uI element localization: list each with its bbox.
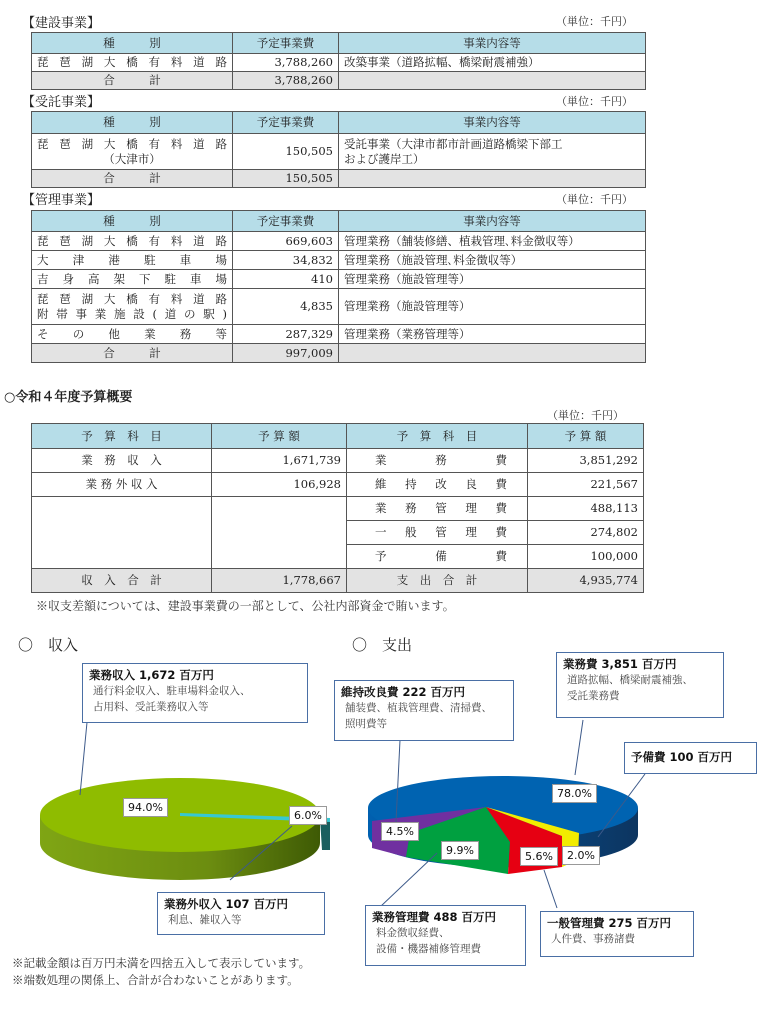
row-name: 琵琶湖大橋有料道路 — [32, 54, 233, 72]
expense-callout: 一般管理費 275 百万円 人件費、事務諸費 — [540, 911, 694, 957]
col-header-type: 種 別 — [32, 112, 233, 134]
total-row: 合 計 997,009 — [32, 344, 646, 363]
expense-pct-label: 5.6% — [520, 847, 558, 866]
col-header-desc: 事業内容等 — [339, 112, 646, 134]
table-row: その他業務等 287,329 管理業務（業務管理等） — [32, 325, 646, 344]
table-row: 業 務 収 入 1,671,739 業務費 3,851,292 — [32, 449, 644, 473]
table-row: 琵琶湖大橋有料道路 附帯事業施設(道の駅) 4,835 管理業務（施設管理等） — [32, 289, 646, 325]
expense-pct-label: 78.0% — [552, 784, 597, 803]
expense-pie — [368, 720, 645, 908]
row-amount: 3,788,260 — [233, 54, 339, 72]
income-callout: 業務外収入 107 百万円 利息、雑収入等 — [157, 892, 325, 935]
income-chart-heading: 〇 収入 — [18, 636, 79, 654]
management-title: 【管理事業】 — [22, 193, 101, 208]
table-row: 吉身高架下駐車場 410 管理業務（施設管理等） — [32, 270, 646, 289]
row-desc: 改築事業（道路拡幅、橋梁耐震補強） — [339, 54, 646, 72]
commissioned-unit: （単位：千円） — [556, 95, 633, 108]
total-row: 収 入 合 計 1,778,667 支 出 合 計 4,935,774 — [32, 569, 644, 593]
col-header-desc: 事業内容等 — [339, 33, 646, 54]
col-header-amount: 予定事業費 — [233, 211, 339, 232]
col-header-type: 種 別 — [32, 33, 233, 54]
expense-pct-label: 4.5% — [381, 822, 419, 841]
expense-pct-label: 2.0% — [562, 846, 600, 865]
total-amount: 3,788,260 — [233, 72, 339, 90]
income-pct-label: 94.0% — [123, 798, 168, 817]
construction-unit: （単位：千円） — [556, 15, 633, 28]
col-header-amount: 予定事業費 — [233, 112, 339, 134]
row-name: 琵琶湖大橋有料道路 （大津市） — [32, 134, 233, 170]
total-label: 合 計 — [32, 170, 233, 188]
budget-unit: （単位：千円） — [547, 409, 624, 422]
table-row: 業 務 外 収 入 106,928 維持改良費 221,567 — [32, 473, 644, 497]
table-row: 琵琶湖大橋有料道路 669,603 管理業務（舗装修繕、植栽管理､料金徴収等） — [32, 232, 646, 251]
col-header-desc: 事業内容等 — [339, 211, 646, 232]
budget-table: 予 算 科 目 予 算 額 予 算 科 目 予 算 額 業 務 収 入 1,671,739 業務費 3,851,292 業 務 外 収 入 106,928 維持改良費 221,567 業務管理費 488,113 一般管理費 274,802 予備費 100,000 収 入 合 計 1,778,667 支 出 合 計 4,935,774 — [31, 423, 644, 593]
row-desc: 受託事業（大津市都市計画道路橋梁下部工 および護岸工） — [339, 134, 646, 170]
income-pct-label: 6.0% — [289, 806, 327, 825]
total-amount: 150,505 — [233, 170, 339, 188]
expense-pct-label: 9.9% — [441, 841, 479, 860]
budget-note: ※収支差額については、建設事業費の一部として、公社内部資金で賄います。 — [36, 599, 455, 613]
expense-chart-heading: 〇 支出 — [352, 636, 413, 654]
expense-callout: 維持改良費 222 百万円 舗装費、植栽管理費、清掃費、 照明費等 — [334, 680, 514, 741]
table-row: 予備費 100,000 — [32, 545, 644, 569]
budget-title: ○令和４年度予算概要 — [4, 390, 133, 405]
table-row: 業務管理費 488,113 — [32, 497, 644, 521]
total-label: 合 計 — [32, 72, 233, 90]
footnote: ※記載金額は百万円未満を四捨五入して表示しています。 — [12, 956, 311, 970]
expense-callout: 業務費 3,851 百万円 道路拡幅、橋梁耐震補強、 受託業務費 — [556, 652, 724, 718]
expense-callout: 予備費 100 百万円 — [624, 742, 757, 774]
row-amount: 150,505 — [233, 134, 339, 170]
income-pie — [40, 712, 330, 880]
commissioned-title: 【受託事業】 — [22, 95, 101, 110]
construction-title: 【建設事業】 — [22, 16, 101, 31]
income-callout: 業務収入 1,672 百万円 通行料金収入、駐車場料金収入、 占用料、受託業務収入等 — [82, 663, 308, 723]
management-unit: （単位：千円） — [556, 193, 633, 206]
table-row: 大津港駐車場 34,832 管理業務（施設管理､料金徴収等） — [32, 251, 646, 270]
col-header-amount: 予定事業費 — [233, 33, 339, 54]
col-header-type: 種 別 — [32, 211, 233, 232]
table-row: 一般管理費 274,802 — [32, 521, 644, 545]
footnote: ※端数処理の関係上、合計が合わないことがあります。 — [12, 973, 299, 987]
expense-callout: 業務管理費 488 百万円 料金徴収経費、 設備・機器補修管理費 — [365, 905, 526, 966]
